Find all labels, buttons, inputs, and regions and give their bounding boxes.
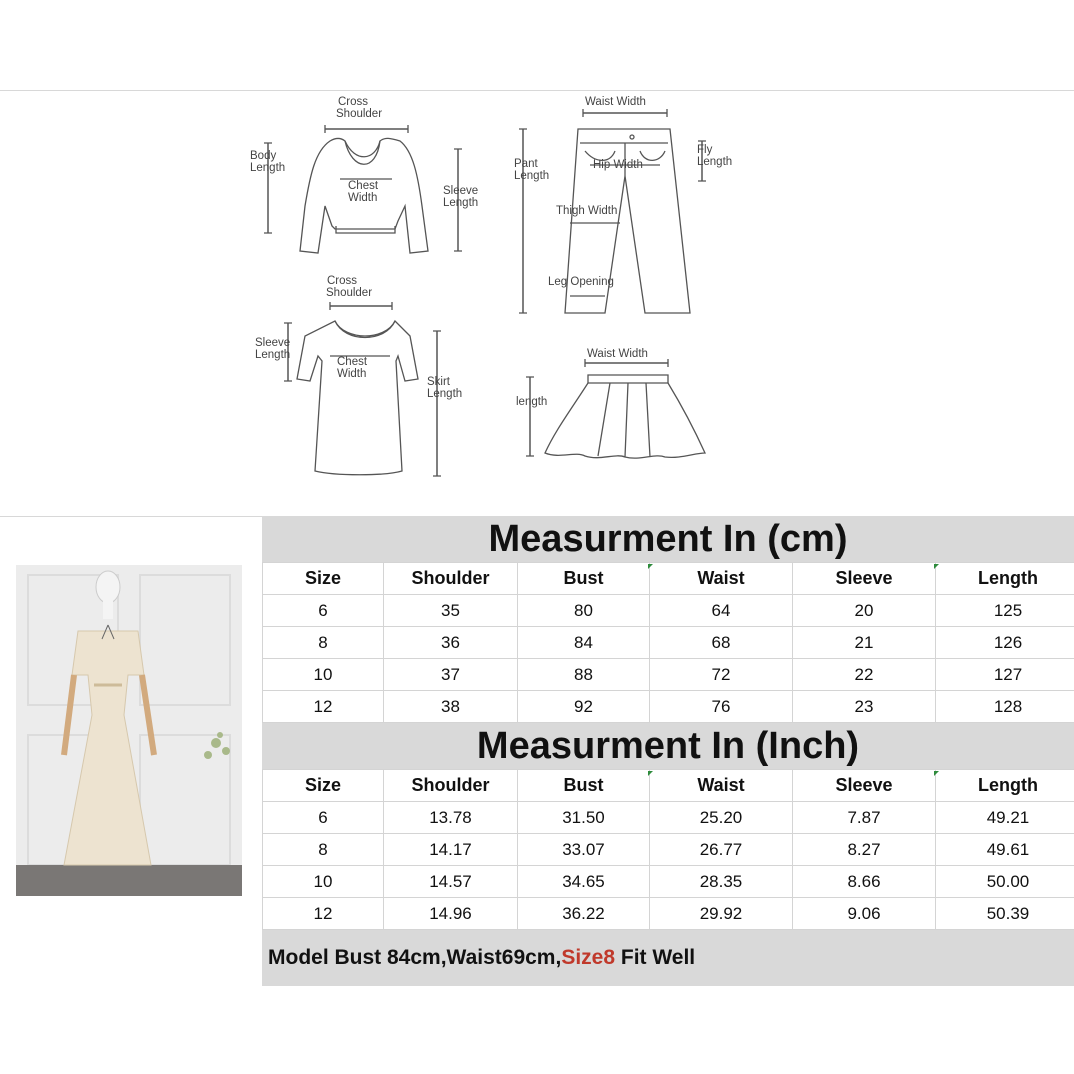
table-cell: 12 (263, 898, 384, 930)
table-cell: 84 (518, 627, 650, 659)
table-cell: 127 (936, 659, 1074, 691)
cell-comment-marker (934, 564, 939, 569)
table-cell: 49.21 (936, 802, 1074, 834)
table-cell: 9.06 (793, 898, 936, 930)
cm-header-length (936, 563, 1074, 595)
inch-header-waist (650, 770, 793, 802)
dress-cross-shoulder-label: Cross (327, 275, 358, 287)
table-cell: 13.78 (384, 802, 518, 834)
table-row (263, 595, 1074, 627)
table-cell: 12 (263, 691, 384, 723)
sleeve-length-label-2: Length (443, 197, 479, 209)
table-cell: 23 (793, 691, 936, 723)
dress-sleeve-length-label-2: Length (255, 349, 291, 361)
skirt-length-label-2: Length (427, 388, 463, 400)
body-length-label-2: Length (250, 162, 286, 174)
inch-header-sleeve: Sleeve (793, 770, 936, 802)
table-cell: 34.65 (518, 866, 650, 898)
table-cell: 126 (936, 627, 1074, 659)
table-cell: 26.77 (650, 834, 793, 866)
table-cell: 35 (384, 595, 518, 627)
table-cell: 14.17 (384, 834, 518, 866)
table-cell: 28.35 (650, 866, 793, 898)
table-row (263, 659, 1074, 691)
table-cell: 14.57 (384, 866, 518, 898)
cell-comment-marker (648, 771, 653, 776)
table-row (263, 834, 1074, 866)
mannequin-dress-image (16, 565, 242, 896)
fly-length-label-2: Length (697, 156, 733, 168)
cm-header-size: Size (263, 563, 384, 595)
table-row (263, 898, 1074, 930)
cell-comment-marker (648, 564, 653, 569)
cm-header-waist-text: Waist (697, 568, 745, 588)
pant-length-label: Pant (514, 158, 538, 170)
pant-length-label-2: Length (514, 170, 550, 182)
table-cell: 72 (650, 659, 793, 691)
cm-header-waist (650, 563, 793, 595)
cell-comment-marker (934, 771, 939, 776)
chest-width-label: Chest (348, 180, 379, 192)
table-row (263, 802, 1074, 834)
cm-header-bust: Bust (518, 563, 650, 595)
table-cell: 8.66 (793, 866, 936, 898)
inch-header-length (936, 770, 1074, 802)
dress-chest-width-label-2: Width (337, 368, 367, 380)
skirt-sketch (526, 359, 705, 458)
table-cell: 14.96 (384, 898, 518, 930)
table-cell: 20 (793, 595, 936, 627)
model-fit-note-size: Size8 (561, 946, 616, 969)
model-fit-note-suffix: Fit Well (615, 946, 696, 969)
sweater-cross-shoulder-label: Cross (338, 96, 369, 108)
table-row (263, 627, 1074, 659)
cm-table-title: Measurment In (cm) (262, 516, 1074, 562)
skirt-length-label: Skirt (427, 376, 450, 388)
table-row (263, 691, 1074, 723)
table-cell: 7.87 (793, 802, 936, 834)
dress-cross-shoulder-label-2: Shoulder (326, 287, 373, 299)
inch-header-row (263, 770, 1074, 802)
inch-header-bust: Bust (518, 770, 650, 802)
cm-header-sleeve: Sleeve (793, 563, 936, 595)
table-cell: 92 (518, 691, 650, 723)
table-cell: 36 (384, 627, 518, 659)
table-cell: 8.27 (793, 834, 936, 866)
table-cell: 37 (384, 659, 518, 691)
sweater-cross-shoulder-label-2: Shoulder (336, 108, 383, 120)
skirt-short-length-label: length (516, 396, 548, 408)
inch-table (262, 769, 1074, 930)
table-cell: 33.07 (518, 834, 650, 866)
product-photo (16, 565, 242, 896)
table-cell: 50.00 (936, 866, 1074, 898)
inch-header-shoulder: Shoulder (384, 770, 518, 802)
table-cell: 88 (518, 659, 650, 691)
inch-header-waist-text: Waist (697, 775, 745, 795)
table-cell: 8 (263, 834, 384, 866)
sleeve-length-label: Sleeve (443, 185, 479, 197)
table-cell: 38 (384, 691, 518, 723)
inch-header-size: Size (263, 770, 384, 802)
model-fit-note-prefix: Model Bust 84cm,Waist69cm, (268, 946, 562, 969)
cm-header-row (263, 563, 1074, 595)
inch-header-length-text: Length (978, 775, 1038, 795)
thigh-width-label: Thigh Width (556, 205, 618, 217)
table-cell: 76 (650, 691, 793, 723)
model-fit-note (262, 930, 1074, 986)
skirt-waist-width-label: Waist Width (587, 348, 648, 360)
leg-opening-label: Leg Opening (548, 276, 614, 288)
table-cell: 125 (936, 595, 1074, 627)
pant-waist-width-label: Waist Width (585, 96, 646, 108)
table-cell: 36.22 (518, 898, 650, 930)
table-cell: 22 (793, 659, 936, 691)
table-cell: 6 (263, 802, 384, 834)
table-cell: 21 (793, 627, 936, 659)
table-cell: 10 (263, 659, 384, 691)
table-cell: 128 (936, 691, 1074, 723)
table-cell: 25.20 (650, 802, 793, 834)
size-chart (262, 516, 1074, 982)
fly-length-label: Fly (697, 144, 713, 156)
table-cell: 31.50 (518, 802, 650, 834)
table-cell: 10 (263, 866, 384, 898)
body-length-label: Body (250, 150, 277, 162)
inch-table-title: Measurment In (Inch) (262, 723, 1074, 769)
cm-table (262, 562, 1074, 723)
table-cell: 6 (263, 595, 384, 627)
cm-header-shoulder: Shoulder (384, 563, 518, 595)
table-cell: 80 (518, 595, 650, 627)
garment-sketches (0, 91, 1074, 516)
table-cell: 64 (650, 595, 793, 627)
cm-header-length-text: Length (978, 568, 1038, 588)
hip-width-label: Hip Width (593, 159, 643, 171)
table-cell: 50.39 (936, 898, 1074, 930)
dress-sketch (284, 302, 441, 476)
measurement-diagram-panel (0, 90, 1074, 517)
table-cell: 8 (263, 627, 384, 659)
dress-chest-width-label: Chest (337, 356, 368, 368)
table-cell: 68 (650, 627, 793, 659)
chest-width-label-2: Width (348, 192, 378, 204)
dress-sleeve-length-label: Sleeve (255, 337, 291, 349)
table-cell: 29.92 (650, 898, 793, 930)
table-cell: 49.61 (936, 834, 1074, 866)
table-row (263, 866, 1074, 898)
